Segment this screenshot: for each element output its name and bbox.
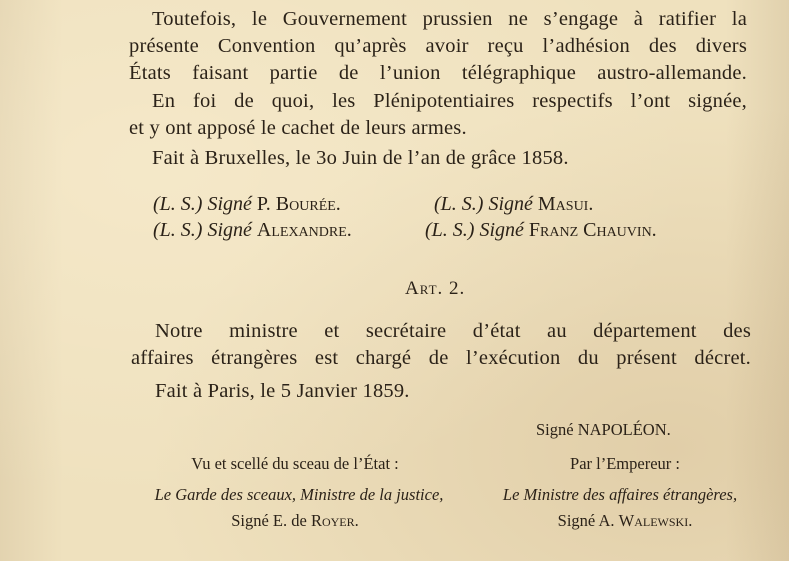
signature-right-top (434, 192, 593, 216)
right-signed-name: Walewski. (618, 511, 693, 530)
seal-mark: (L. S.) (425, 219, 475, 241)
signe-label: Signé (207, 219, 252, 241)
signature-left-bottom (153, 218, 352, 242)
signature-right-bottom (425, 218, 657, 242)
signe-label: Signé (207, 193, 252, 215)
left-title: Le Garde des sceaux, Ministre de la justice, (154, 485, 444, 504)
right-signed (500, 510, 750, 532)
paragraph-4-line-1: Notre ministre et secrétaire d’état au département des (155, 320, 751, 342)
seal-mark: (L. S.) (153, 193, 203, 215)
paragraph-2-line-2: et y ont apposé le cachet de leurs armes. (129, 117, 467, 139)
paragraph-1-line-3: États faisant partie de l’union télégraphique austro-allemande. (129, 62, 747, 84)
signatory-name: P. Bourée. (256, 193, 341, 215)
signature-left-top (153, 192, 341, 216)
left-signed-prefix: Signé E. de (231, 511, 307, 530)
signatory-name: Masui. (537, 193, 594, 215)
right-signed-prefix: Signé A. (557, 511, 615, 530)
paragraph-2-line-1: En foi de quoi, les Plénipotentiaires respectifs l’ont signée, (152, 90, 747, 112)
left-header: Vu et scellé du sceau de l’État : (191, 454, 399, 473)
paragraph-5-line: Fait à Paris, le 5 Janvier 1859. (155, 380, 410, 402)
seal-mark: (L. S.) (434, 193, 484, 215)
signe-label: Signé (488, 193, 533, 215)
signed-napoleon: Signé NAPOLÉON. (536, 420, 671, 439)
paragraph-4-line-2: affaires étrangères est chargé de l’exécution du présent décret. (131, 347, 751, 369)
article-heading: Art. 2. (405, 278, 466, 299)
signatory-name: Franz Chauvin. (528, 219, 657, 241)
paragraph-1-line-1: Toutefois, le Gouvernement prussien ne s’engage à ratifier la (152, 8, 747, 30)
left-signed (130, 510, 460, 532)
signatory-name: Alexandre. (256, 219, 352, 241)
signe-label: Signé (479, 219, 524, 241)
paragraph-1-line-2: présente Convention qu’après avoir reçu l’adhésion des divers (129, 35, 747, 57)
left-signed-name: Royer. (310, 511, 359, 530)
right-title: Le Ministre des affaires étrangères, (502, 485, 738, 504)
seal-mark: (L. S.) (153, 219, 203, 241)
paragraph-3-line: Fait à Bruxelles, le 3o Juin de l’an de grâce 1858. (152, 147, 569, 169)
right-header: Par l’Empereur : (570, 454, 680, 473)
